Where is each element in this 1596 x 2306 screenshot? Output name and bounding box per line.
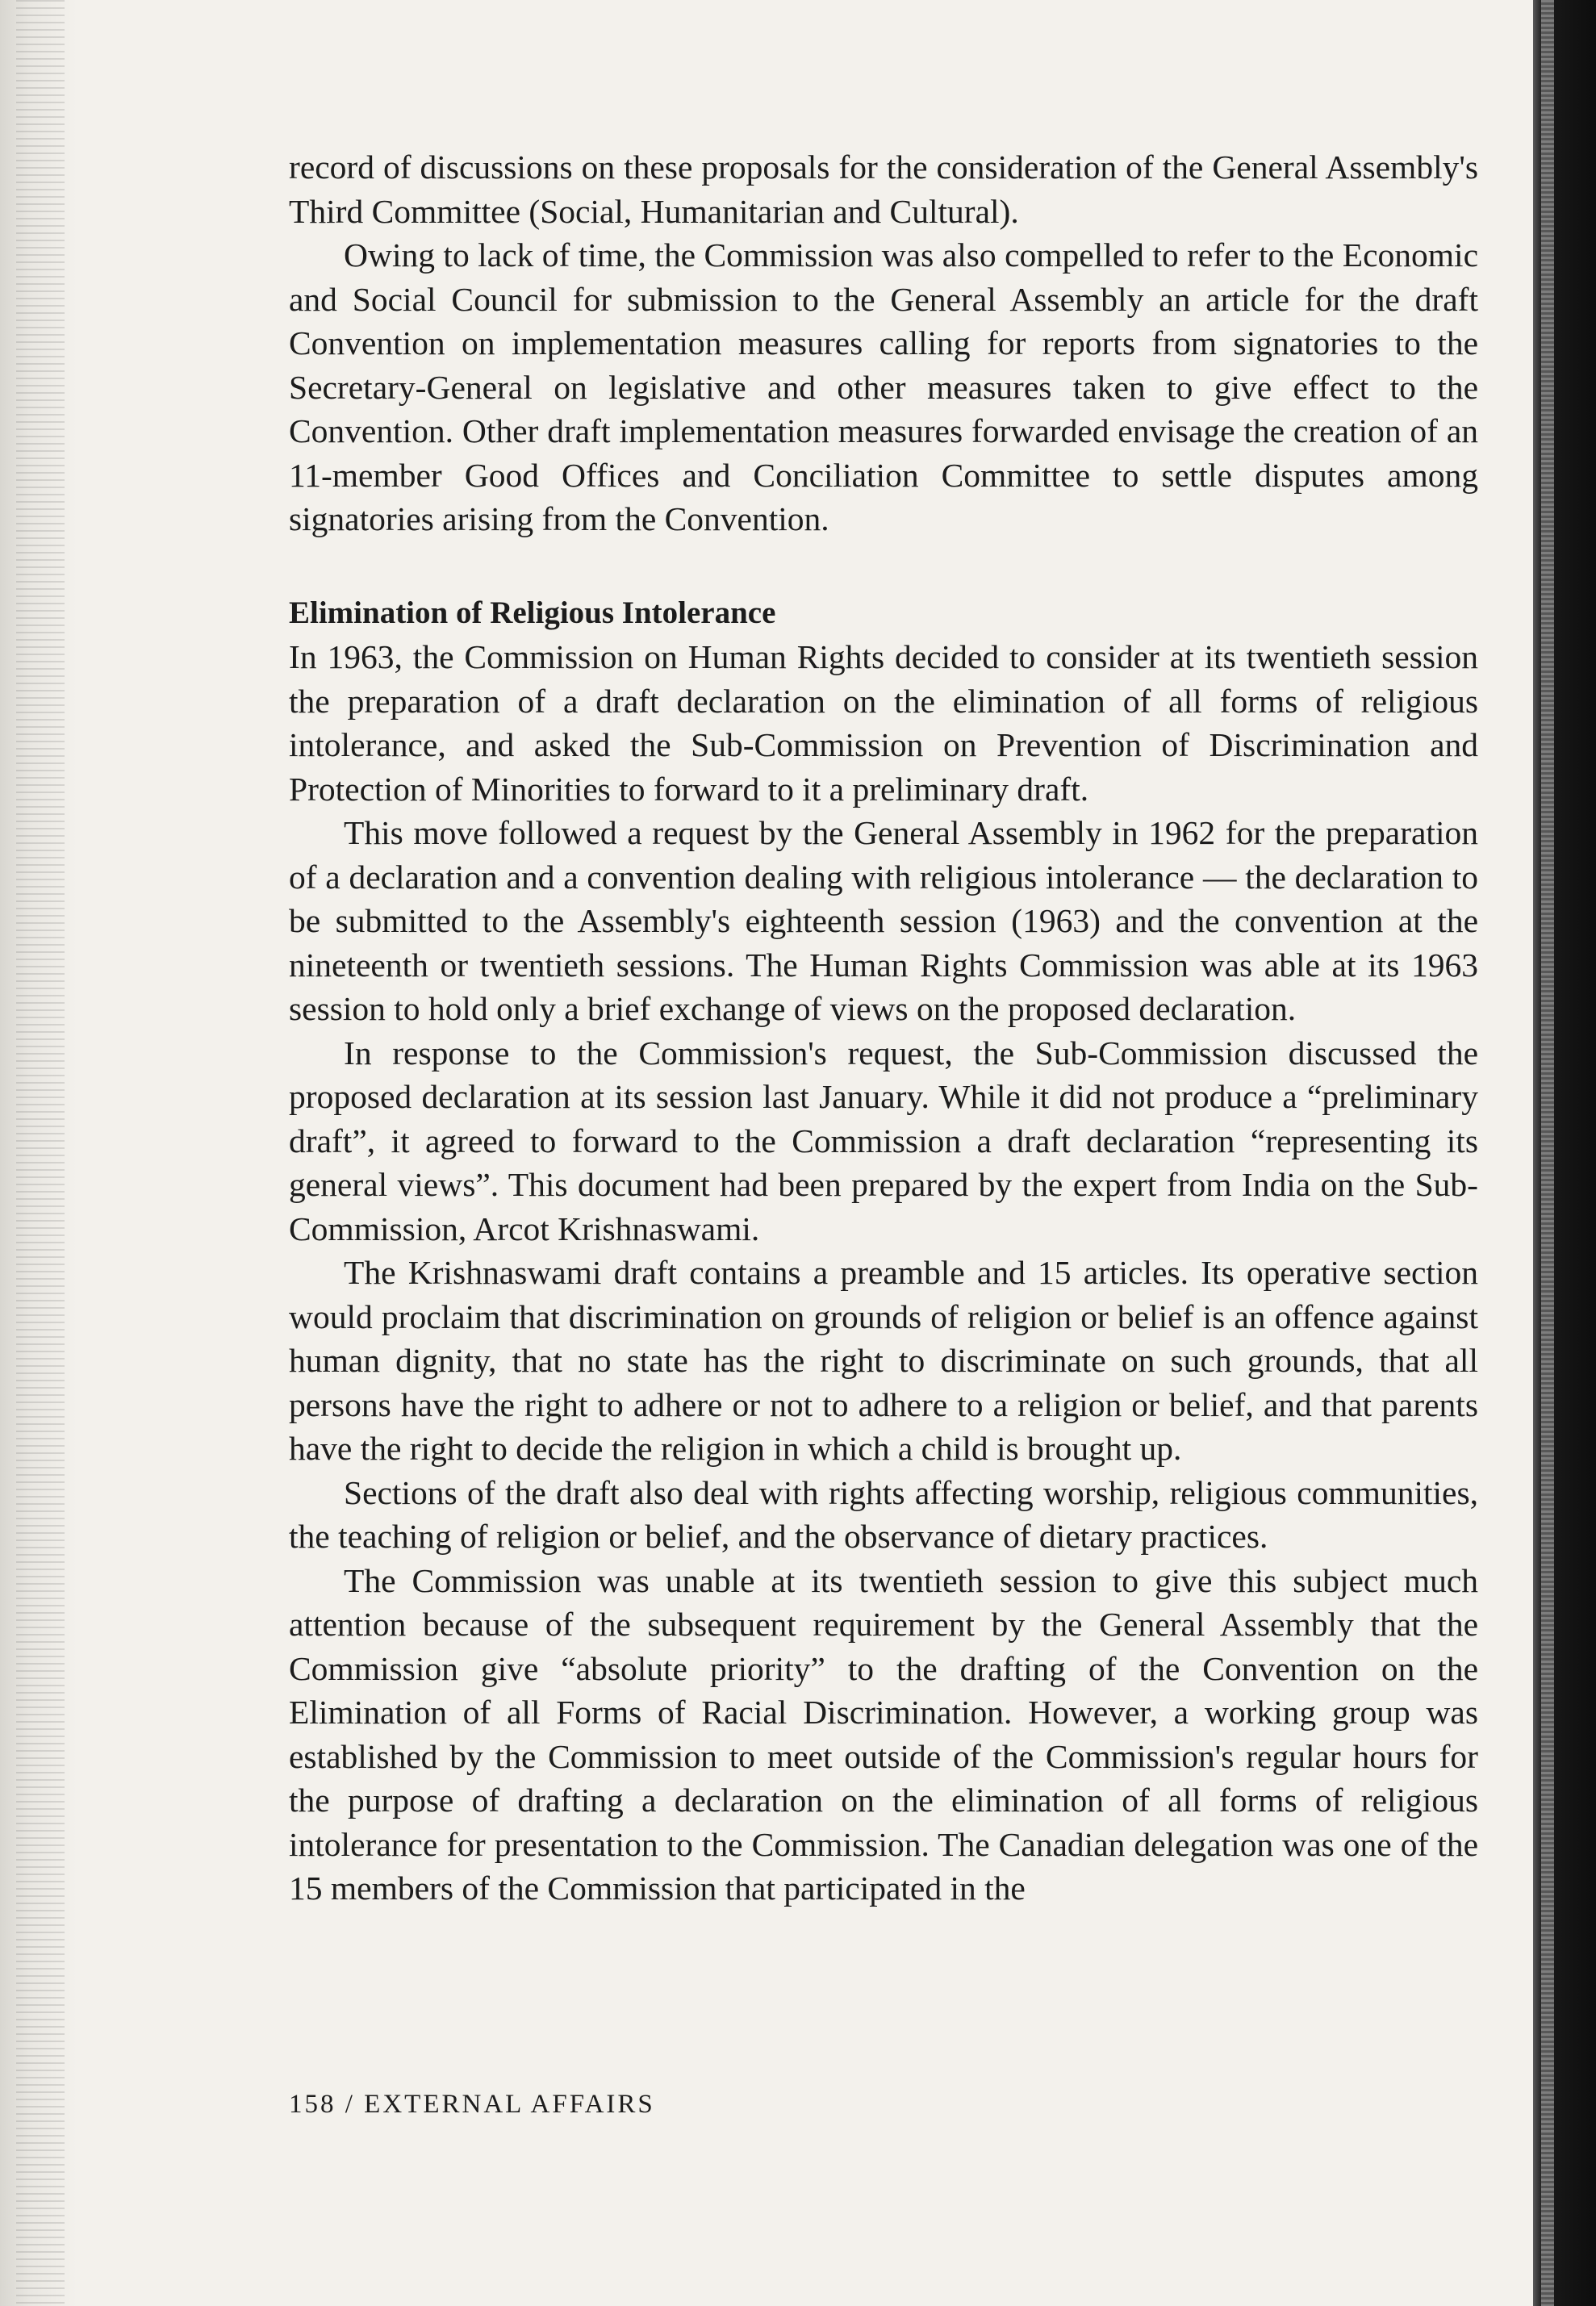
binding-shadow [0, 0, 77, 2306]
scan-edge [1533, 0, 1596, 2306]
page-body [289, 145, 1478, 1911]
page-footer: 158 / EXTERNAL AFFAIRS [289, 2090, 655, 2119]
paragraph: The Krishnaswami draft contains a preamble and 15 articles. Its operative section would proclaim that discrimination on grounds of religion or belief is an offence against human dignity, that no state has the right to discriminate on such grounds, that all persons have the right to adhere or not to adhere to a religion or belief, and that parents have the right to decide the religion in which a child is brought up. [289, 1254, 1478, 1467]
paragraph: The Commission was unable at its twentieth session to give this subject much attention because of the subsequent requirement by the General Assembly that the Commission give “absolute priority” to the drafting of the Convention on the Elimination of all Forms of Racial Discrimination. However, a working group was established by the Commission to meet outside of the Commission's regular hours for the purpose of drafting a declaration on the elimination of all forms of religious intolerance for presentation to the Commission. The Canadian delegation was one of the 15 members of the Commission that participated in the [289, 1561, 1478, 1907]
paragraph: In response to the Commission's request, the Sub-Commission discussed the proposed declaration at its session last January. While it did not produce a “preliminary draft”, it agreed to forward to the Commission a draft declaration “representing its general views”. This document had been prepared by the expert from India on the Sub-Commission, Arcot Krishnaswami. [289, 1034, 1478, 1247]
paragraph: In 1963, the Commission on Human Rights decided to consider at its twentieth session the preparation of a draft declaration on the elimination of all forms of religious intolerance, and asked the Sub-Commission on Prevention of Discrimination and Protection of Minorities to forward to it a preliminary draft. [289, 638, 1478, 808]
paragraph: This move followed a request by the General Assembly in 1962 for the preparation of a declaration and a convention dealing with religious intolerance — the declaration to be submitted to the Assembly's eighteenth session (1963) and the convention at the nineteenth or twentieth sessions. The Human Rights Commission was able at its 1963 session to hold only a brief exchange of views on the proposed declaration. [289, 814, 1478, 1027]
paragraph: Sections of the draft also deal with rights affecting worship, religious communities, the teaching of religion or belief, and the observance of dietary practices. [289, 1473, 1478, 1555]
paragraph: Owing to lack of time, the Commission was also compelled to refer to the Economic and Social Council for submission to the General Assembly an article for the draft Convention on implementation measures calling for reports from signatories to the Secretary-General on legislative and other measures taken to give effect to the Convention. Other draft implementation measures forwarded envisage the creation of an 11-member Good Offices and Conciliation Committee to settle disputes among signatories arising from the Convention. [289, 236, 1478, 537]
paragraph: record of discussions on these proposals for the consideration of the General Assembly's Third Committee (Social, Humanitarian and Cultural). [289, 148, 1478, 230]
section-heading: Elimination of Religious Intolerance [289, 595, 776, 630]
